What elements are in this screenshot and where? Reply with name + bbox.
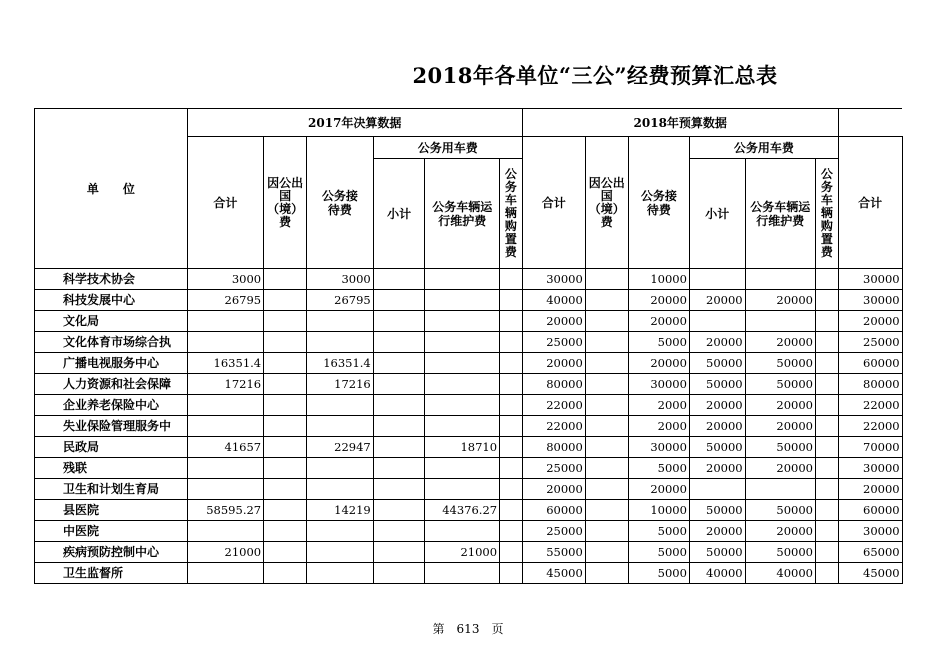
value-cell xyxy=(425,416,500,437)
value-cell xyxy=(307,311,374,332)
value-cell xyxy=(187,395,263,416)
value-cell xyxy=(264,395,307,416)
value-cell xyxy=(373,332,425,353)
value-cell: 20000 xyxy=(838,311,902,332)
purchase-2018-header: 公务车辆购置费 xyxy=(816,159,839,269)
unit-name-cell: 科学技术协会 xyxy=(35,269,188,290)
value-cell xyxy=(585,395,628,416)
value-cell: 20000 xyxy=(628,311,689,332)
value-cell xyxy=(585,479,628,500)
value-cell: 80000 xyxy=(838,374,902,395)
value-cell: 10000 xyxy=(628,269,689,290)
value-cell: 20000 xyxy=(689,332,745,353)
value-cell xyxy=(585,311,628,332)
unit-name-cell: 企业养老保险中心 xyxy=(35,395,188,416)
page-number: 第 613 页 xyxy=(432,622,504,636)
table-row xyxy=(35,395,936,416)
table-row xyxy=(35,542,936,563)
total-2018-header: 合计 xyxy=(522,137,585,269)
reception-2018-header: 公务接待费 xyxy=(628,137,689,269)
value-cell: 41657 xyxy=(187,437,263,458)
total-2017-header: 合计 xyxy=(187,137,263,269)
unit-name-cell: 疾病预防控制中心 xyxy=(35,542,188,563)
value-cell xyxy=(585,542,628,563)
value-cell xyxy=(264,479,307,500)
unit-name-cell: 广播电视服务中心 xyxy=(35,353,188,374)
value-cell: 58595.27 xyxy=(187,500,263,521)
value-cell xyxy=(816,542,839,563)
value-cell xyxy=(425,479,500,500)
value-cell xyxy=(585,290,628,311)
subtotal-2017-header: 小计 xyxy=(373,159,425,269)
value-cell: 25000 xyxy=(838,332,902,353)
value-cell: 5000 xyxy=(628,332,689,353)
value-cell xyxy=(264,542,307,563)
value-cell xyxy=(745,479,815,500)
value-cell: 10000 xyxy=(628,500,689,521)
value-cell xyxy=(373,437,425,458)
value-cell: 22947 xyxy=(307,437,374,458)
reception-2017-header: 公务接待费 xyxy=(307,137,374,269)
value-cell xyxy=(425,290,500,311)
value-cell xyxy=(425,563,500,584)
value-cell: 20000 xyxy=(745,458,815,479)
value-cell xyxy=(187,521,263,542)
value-cell xyxy=(307,563,374,584)
value-cell xyxy=(816,395,839,416)
value-cell xyxy=(816,500,839,521)
value-cell xyxy=(373,374,425,395)
purchase-2017-header: 公务车辆购置费 xyxy=(500,159,523,269)
value-cell: 21000 xyxy=(187,542,263,563)
value-cell: 18710 xyxy=(425,437,500,458)
unit-name-cell: 卫生和计划生育局 xyxy=(35,479,188,500)
value-cell xyxy=(373,395,425,416)
table-row xyxy=(35,290,936,311)
table-row xyxy=(35,311,936,332)
value-cell xyxy=(307,416,374,437)
value-cell: 20000 xyxy=(522,479,585,500)
value-cell: 20000 xyxy=(745,521,815,542)
value-cell xyxy=(816,269,839,290)
value-cell xyxy=(307,479,374,500)
value-cell: 20000 xyxy=(689,290,745,311)
value-cell xyxy=(585,458,628,479)
value-cell xyxy=(745,311,815,332)
value-cell xyxy=(187,416,263,437)
value-cell: 70000 xyxy=(838,437,902,458)
value-cell xyxy=(425,395,500,416)
value-cell: 60000 xyxy=(838,500,902,521)
maintenance-2017-header: 公务车辆运行维护费 xyxy=(425,159,500,269)
value-cell: 5000 xyxy=(628,542,689,563)
value-cell xyxy=(425,353,500,374)
value-cell xyxy=(264,374,307,395)
value-cell: 40000 xyxy=(689,563,745,584)
value-cell xyxy=(264,521,307,542)
value-cell xyxy=(500,290,523,311)
table-row xyxy=(35,458,936,479)
subtotal-2018-header: 小计 xyxy=(689,159,745,269)
value-cell: 20000 xyxy=(522,311,585,332)
report-title: 2018年各单位“三公”经费预算汇总表 xyxy=(412,63,778,88)
table-row xyxy=(35,437,936,458)
value-cell xyxy=(500,353,523,374)
value-cell: 30000 xyxy=(522,269,585,290)
value-cell: 20000 xyxy=(628,479,689,500)
value-cell xyxy=(500,311,523,332)
value-cell xyxy=(500,458,523,479)
value-cell: 30000 xyxy=(838,521,902,542)
value-cell: 2000 xyxy=(628,395,689,416)
value-cell: 80000 xyxy=(522,437,585,458)
value-cell: 25000 xyxy=(522,332,585,353)
value-cell: 20000 xyxy=(745,395,815,416)
unit-name-cell: 人力资源和社会保障 xyxy=(35,374,188,395)
value-cell xyxy=(264,416,307,437)
value-cell xyxy=(264,269,307,290)
value-cell xyxy=(816,458,839,479)
value-cell: 50000 xyxy=(689,437,745,458)
value-cell xyxy=(816,521,839,542)
value-cell: 20000 xyxy=(628,290,689,311)
value-cell: 16351.4 xyxy=(307,353,374,374)
value-cell: 40000 xyxy=(745,563,815,584)
value-cell xyxy=(585,563,628,584)
value-cell: 16351.4 xyxy=(187,353,263,374)
group-2017-header: 2017年决算数据 xyxy=(187,109,522,137)
value-cell xyxy=(500,395,523,416)
value-cell: 50000 xyxy=(745,374,815,395)
value-cell xyxy=(816,416,839,437)
value-cell: 5000 xyxy=(628,521,689,542)
unit-name-cell: 文化体育市场综合执 xyxy=(35,332,188,353)
value-cell xyxy=(500,269,523,290)
value-cell: 3000 xyxy=(307,269,374,290)
table-row xyxy=(35,521,936,542)
value-cell: 20000 xyxy=(628,353,689,374)
value-cell: 65000 xyxy=(838,542,902,563)
value-cell: 50000 xyxy=(745,542,815,563)
value-cell xyxy=(425,269,500,290)
value-cell xyxy=(585,437,628,458)
unit-name-cell: 中医院 xyxy=(35,521,188,542)
table-row xyxy=(35,269,936,290)
value-cell xyxy=(307,521,374,542)
value-cell xyxy=(500,521,523,542)
value-cell xyxy=(585,500,628,521)
value-cell xyxy=(187,311,263,332)
value-cell: 20000 xyxy=(689,416,745,437)
value-cell xyxy=(307,542,374,563)
value-cell xyxy=(307,332,374,353)
value-cell: 30000 xyxy=(838,290,902,311)
table-row xyxy=(35,563,936,584)
unit-name-cell: 文化局 xyxy=(35,311,188,332)
value-cell xyxy=(500,500,523,521)
value-cell: 20000 xyxy=(689,458,745,479)
unit-header: 单 位 xyxy=(35,109,188,269)
value-cell: 50000 xyxy=(689,353,745,374)
value-cell xyxy=(816,374,839,395)
value-cell xyxy=(425,311,500,332)
value-cell xyxy=(264,458,307,479)
value-cell: 25000 xyxy=(522,458,585,479)
value-cell: 20000 xyxy=(745,290,815,311)
value-cell: 5000 xyxy=(628,563,689,584)
value-cell xyxy=(187,458,263,479)
total-extra-header: 合计 xyxy=(838,137,902,269)
value-cell xyxy=(264,332,307,353)
value-cell xyxy=(307,395,374,416)
value-cell xyxy=(500,479,523,500)
value-cell: 17216 xyxy=(307,374,374,395)
unit-name-cell: 残联 xyxy=(35,458,188,479)
abroad-2017-header: 因公出国（境）费 xyxy=(264,137,307,269)
value-cell: 21000 xyxy=(425,542,500,563)
value-cell: 40000 xyxy=(522,290,585,311)
value-cell xyxy=(585,269,628,290)
value-cell: 60000 xyxy=(838,353,902,374)
budget-table-container xyxy=(34,108,936,584)
value-cell xyxy=(373,500,425,521)
value-cell xyxy=(373,479,425,500)
group-extra-header xyxy=(838,109,902,137)
value-cell xyxy=(500,563,523,584)
value-cell: 45000 xyxy=(838,563,902,584)
value-cell xyxy=(585,416,628,437)
value-cell: 50000 xyxy=(745,437,815,458)
value-cell xyxy=(373,269,425,290)
abroad-2018-header: 因公出国（境）费 xyxy=(585,137,628,269)
unit-name-cell: 民政局 xyxy=(35,437,188,458)
value-cell xyxy=(307,458,374,479)
value-cell xyxy=(585,332,628,353)
value-cell: 22000 xyxy=(522,395,585,416)
value-cell xyxy=(264,500,307,521)
value-cell xyxy=(500,542,523,563)
value-cell xyxy=(425,458,500,479)
value-cell xyxy=(816,311,839,332)
value-cell: 20000 xyxy=(745,416,815,437)
value-cell: 22000 xyxy=(838,416,902,437)
value-cell xyxy=(264,311,307,332)
value-cell xyxy=(187,332,263,353)
unit-name-cell: 失业保险管理服务中 xyxy=(35,416,188,437)
value-cell xyxy=(816,290,839,311)
value-cell: 50000 xyxy=(689,542,745,563)
value-cell xyxy=(264,353,307,374)
value-cell xyxy=(373,563,425,584)
value-cell xyxy=(689,311,745,332)
value-cell: 20000 xyxy=(689,521,745,542)
value-cell: 30000 xyxy=(628,437,689,458)
budget-table xyxy=(34,108,936,584)
value-cell xyxy=(187,479,263,500)
value-cell xyxy=(689,479,745,500)
value-cell xyxy=(585,374,628,395)
value-cell: 25000 xyxy=(522,521,585,542)
value-cell xyxy=(373,542,425,563)
value-cell: 30000 xyxy=(838,269,902,290)
value-cell: 14219 xyxy=(307,500,374,521)
value-cell xyxy=(373,458,425,479)
value-cell xyxy=(585,521,628,542)
value-cell xyxy=(816,332,839,353)
value-cell xyxy=(816,353,839,374)
table-row xyxy=(35,416,936,437)
value-cell: 17216 xyxy=(187,374,263,395)
value-cell xyxy=(585,353,628,374)
value-cell: 50000 xyxy=(689,374,745,395)
value-cell xyxy=(264,290,307,311)
value-cell xyxy=(425,374,500,395)
value-cell xyxy=(373,353,425,374)
value-cell: 20000 xyxy=(745,332,815,353)
table-row xyxy=(35,374,936,395)
value-cell: 20000 xyxy=(838,479,902,500)
unit-name-cell: 科技发展中心 xyxy=(35,290,188,311)
value-cell: 26795 xyxy=(307,290,374,311)
value-cell: 60000 xyxy=(522,500,585,521)
value-cell xyxy=(425,521,500,542)
value-cell: 30000 xyxy=(838,458,902,479)
value-cell xyxy=(187,563,263,584)
vehicle-2017-header: 公务用车费 xyxy=(373,137,522,159)
value-cell: 50000 xyxy=(745,500,815,521)
value-cell: 45000 xyxy=(522,563,585,584)
value-cell: 50000 xyxy=(689,500,745,521)
value-cell: 2000 xyxy=(628,416,689,437)
value-cell: 22000 xyxy=(838,395,902,416)
table-row xyxy=(35,500,936,521)
value-cell: 50000 xyxy=(745,353,815,374)
value-cell: 80000 xyxy=(522,374,585,395)
value-cell xyxy=(264,437,307,458)
value-cell xyxy=(500,374,523,395)
value-cell xyxy=(745,269,815,290)
table-row xyxy=(35,353,936,374)
value-cell xyxy=(500,416,523,437)
value-cell xyxy=(689,269,745,290)
value-cell: 5000 xyxy=(628,458,689,479)
value-cell xyxy=(373,290,425,311)
value-cell: 20000 xyxy=(689,395,745,416)
value-cell: 44376.27 xyxy=(425,500,500,521)
table-row xyxy=(35,479,936,500)
value-cell xyxy=(500,332,523,353)
value-cell: 22000 xyxy=(522,416,585,437)
unit-name-cell: 卫生监督所 xyxy=(35,563,188,584)
value-cell: 3000 xyxy=(187,269,263,290)
value-cell xyxy=(816,563,839,584)
table-row xyxy=(35,332,936,353)
vehicle-2018-header: 公务用车费 xyxy=(689,137,838,159)
value-cell xyxy=(816,437,839,458)
value-cell xyxy=(373,521,425,542)
unit-name-cell: 县医院 xyxy=(35,500,188,521)
value-cell xyxy=(500,437,523,458)
value-cell xyxy=(264,563,307,584)
value-cell xyxy=(373,311,425,332)
value-cell: 30000 xyxy=(628,374,689,395)
value-cell: 20000 xyxy=(522,353,585,374)
value-cell: 55000 xyxy=(522,542,585,563)
value-cell: 26795 xyxy=(187,290,263,311)
group-2018-header: 2018年预算数据 xyxy=(522,109,838,137)
value-cell xyxy=(816,479,839,500)
value-cell xyxy=(425,332,500,353)
value-cell xyxy=(373,416,425,437)
maintenance-2018-header: 公务车辆运行维护费 xyxy=(745,159,815,269)
